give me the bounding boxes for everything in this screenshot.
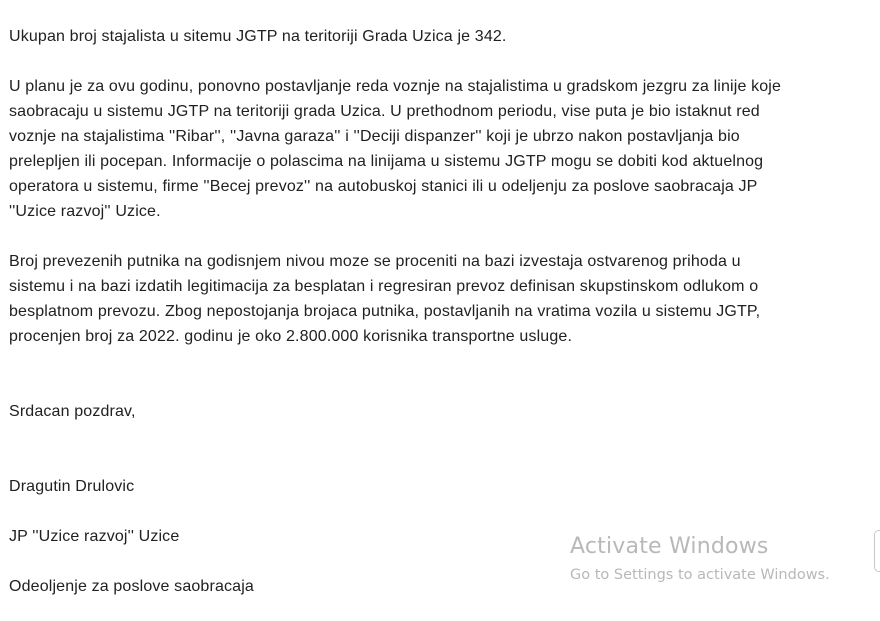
signature-department: Odeoljenje za poslove saobracaja	[9, 578, 254, 595]
watermark-subtitle: Go to Settings to activate Windows.	[570, 567, 830, 583]
activate-windows-watermark	[570, 533, 830, 585]
signature-organization: JP ''Uzice razvoj'' Uzice	[9, 528, 180, 545]
paragraph-timetable-plan: U planu je za ovu godinu, ponovno postavljanje reda voznje na stajalistima u gradskom jezgru za linije koje saobracaju u sistemu JGTP na teritoriji grada Uzica. U prethodnom periodu, vise puta je bio istaknut red voznje na stajalistima ''Ribar'', ''Javna garaza'' i ''Deciji dispanzer'' koji je ubrzo nakon postavljanja bio prelepljen ili pocepan. Informacije o polascima na linijama u sistemu JGTP mogu se dobiti kod aktuelnog operatora u sistemu, firme ''Becej prevoz'' na autobuskoj stanici ili u odeljenju za poslove saobracaja JP ''Uzice razvoj'' Uzice.	[9, 78, 782, 220]
watermark-title: Activate Windows	[570, 534, 769, 559]
paragraph-passenger-estimate: Broj prevezenih putnika na godisnjem nivou moze se proceniti na bazi izvestaja ostvarenog prihoda u sistemu i na bazi izdatih legitimacija za besplatan i regresiran prevoz definisan skupstinskom odlukom o besplatnom prevozu. Zbog nepostojanja brojaca putnika, postavljanih na vratima vozila u sistemu JGTP, procenjen broj za 2022. godinu je oko 2.800.000 korisnika transportne usluge.	[9, 253, 761, 345]
message-body	[9, 24, 869, 599]
paragraph-stop-count: Ukupan broj stajalista u sitemu JGTP na teritoriji Grada Uzica je 342.	[9, 28, 507, 45]
closing-greeting: Srdacan pozdrav,	[9, 403, 136, 420]
edge-panel-frame	[874, 530, 880, 572]
signature-name: Dragutin Drulovic	[9, 478, 135, 495]
